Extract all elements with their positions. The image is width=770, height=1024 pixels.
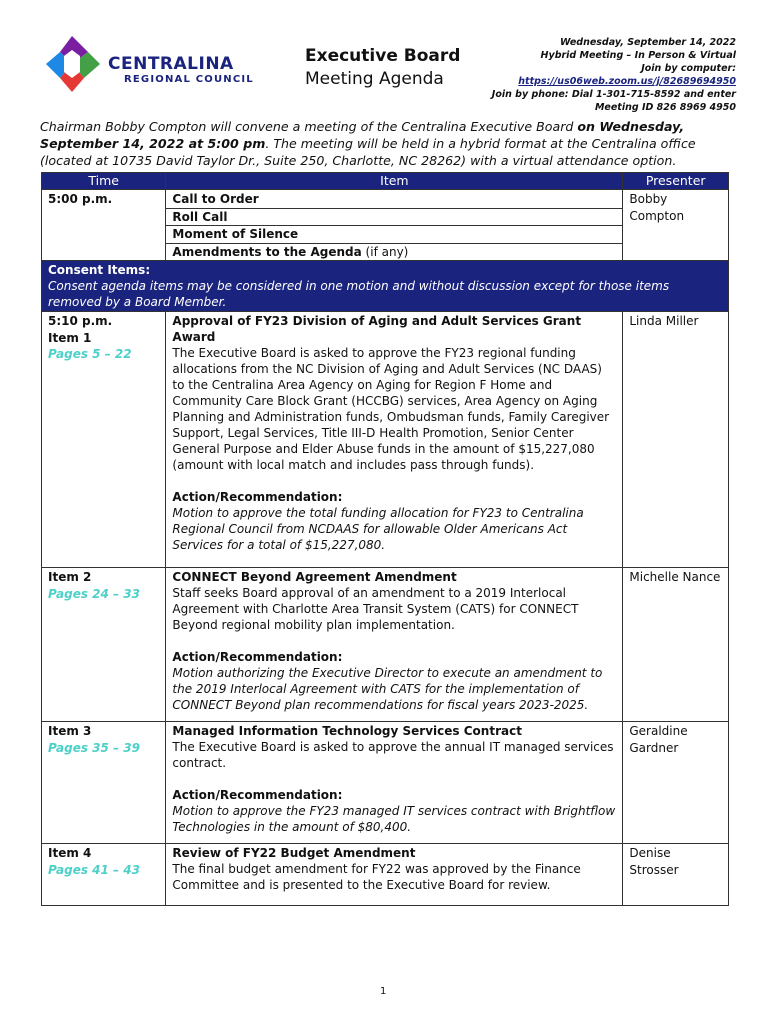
item-presenter: Geraldine Gardner [623,722,729,844]
action-text: Motion authorizing the Executive Director to execute an amendment to the 2019 Interlocal Agreement with CATS for the implementation of CONNECT Beyond plan recommendations for fiscal years 2023-2025. [172,666,603,712]
action-heading: Action/Recommendation: [172,650,343,664]
header-time: Time [42,173,166,190]
item-label: Item 3 [48,724,92,738]
amendments-line [166,243,622,261]
org-subtitle: REGIONAL COUNCIL [124,74,254,85]
item-presenter: Denise Strosser [623,844,729,906]
amendments-note: (if any) [361,244,409,259]
item-time: 5:10 p.m. [48,314,113,328]
consent-cell [42,261,729,312]
agenda-item-row [42,722,729,844]
join-computer-label: Join by computer: [641,63,736,74]
header-presenter: Presenter [623,173,729,190]
item-description: The final budget amendment for FY22 was approved by the Finance Committee and is presented to the Executive Board for review. [172,862,581,892]
agenda-table [41,172,729,906]
item-title: CONNECT Beyond Agreement Amendment [172,570,457,584]
item-description: The Executive Board is asked to approve the FY23 regional funding allocations from the NC Division of Aging and Adult Services (NC DAAS) to the Centralina Area Agency on Aging for Region F Home and Community Care Block Grant (HCCBG) services, Area Agency on Aging Planning and Administration funds, Ombudsman funds, Family Caregiver Support, Legal Services, Title III-D Health Promotion, Senior Center General Purpose and Elder Abuse funds in the amount of $15,227,080 (amount with local match and includes pass through funds). [172,346,610,472]
join-phone-label: Join by phone: Dial 1-301-715-8592 and enter [491,89,736,100]
item-pages: Pages 5 – 22 [48,347,132,361]
item-content [166,312,623,568]
moment-of-silence: Moment of Silence [166,225,622,243]
intro-paragraph [40,118,732,169]
agenda-header-row [42,173,729,190]
item-presenter: Linda Miller [623,312,729,568]
item-description: The Executive Board is asked to approve the annual IT managed services contract. [172,740,614,770]
meeting-info [492,36,736,114]
header-item: Item [166,173,623,190]
roll-call: Roll Call [166,208,622,226]
zoom-link[interactable]: https://us06web.zoom.us/j/82689694950 [518,76,736,87]
consent-description: Consent agenda items may be considered in one motion and without discussion except for those items removed by a Board Member. [48,279,670,309]
consent-title: Consent Items: [48,263,151,277]
item-pages: Pages 24 – 33 [48,586,140,601]
page-number: 1 [380,986,387,997]
item-description: Staff seeks Board approval of an amendment to a 2019 Interlocal Agreement with Charlotte Area Transit System (CATS) for CONNECT Beyond regional mobility plan implementation. [172,586,579,632]
document-subtitle: Meeting Agenda [305,69,444,89]
agenda-item-row [42,844,729,906]
item-label: Item 2 [48,570,92,584]
centralina-logo [42,34,102,94]
item-meta [42,568,166,722]
agenda-item-row [42,568,729,722]
meeting-id: Meeting ID 826 8969 4950 [594,102,736,113]
item-pages: Pages 41 – 43 [48,862,140,877]
item-meta [42,844,166,906]
org-name: CENTRALINA [108,54,234,74]
item-presenter: Michelle Nance [623,568,729,722]
intro-text-end: . The meeting will be held in a hybrid format at the Centralina office (located at 10735 David Taylor Dr., Suite 250, Charlotte, NC 28262) with a virtual attendance option. [40,136,696,168]
action-heading: Action/Recommendation: [172,490,343,504]
item-pages: Pages 35 – 39 [48,740,140,755]
action-text: Motion to approve the total funding allocation for FY23 to Centralina Regional Council from NCDAAS for allowable Older Americans Act Services for a total of $15,227,080. [172,506,584,552]
call-to-order: Call to Order [172,192,259,206]
amendments-label: Amendments to the Agenda [172,244,362,259]
consent-row [42,261,729,312]
meeting-format: Hybrid Meeting – In Person & Virtual [540,50,736,61]
item-meta [42,722,166,844]
item-content [166,568,623,722]
opening-presenter: Bobby Compton [623,190,729,261]
opening-time: 5:00 p.m. [42,190,166,261]
action-text: Motion to approve the FY23 managed IT services contract with Brightflow Technologies in the amount of $80,400. [172,804,616,834]
item-label: Item 4 [48,846,92,860]
intro-text-start: Chairman Bobby Compton will convene a meeting of the Centralina Executive Board [40,119,578,134]
item-title: Review of FY22 Budget Amendment [172,846,416,860]
opening-row [42,190,729,261]
item-label: Item 1 [48,330,92,345]
intro-text-date: on Wednesday, September 14, 2022 at 5:00 pm [40,119,685,151]
action-heading: Action/Recommendation: [172,788,343,802]
meeting-date: Wednesday, September 14, 2022 [559,37,736,48]
item-title: Managed Information Technology Services Contract [172,724,522,738]
document-title: Executive Board [305,46,461,66]
item-meta [42,312,166,568]
item-content [166,722,623,844]
agenda-item-row [42,312,729,568]
item-content [166,844,623,906]
item-title: Approval of FY23 Division of Aging and Adult Services Grant Award [172,314,582,344]
opening-items [166,190,623,261]
